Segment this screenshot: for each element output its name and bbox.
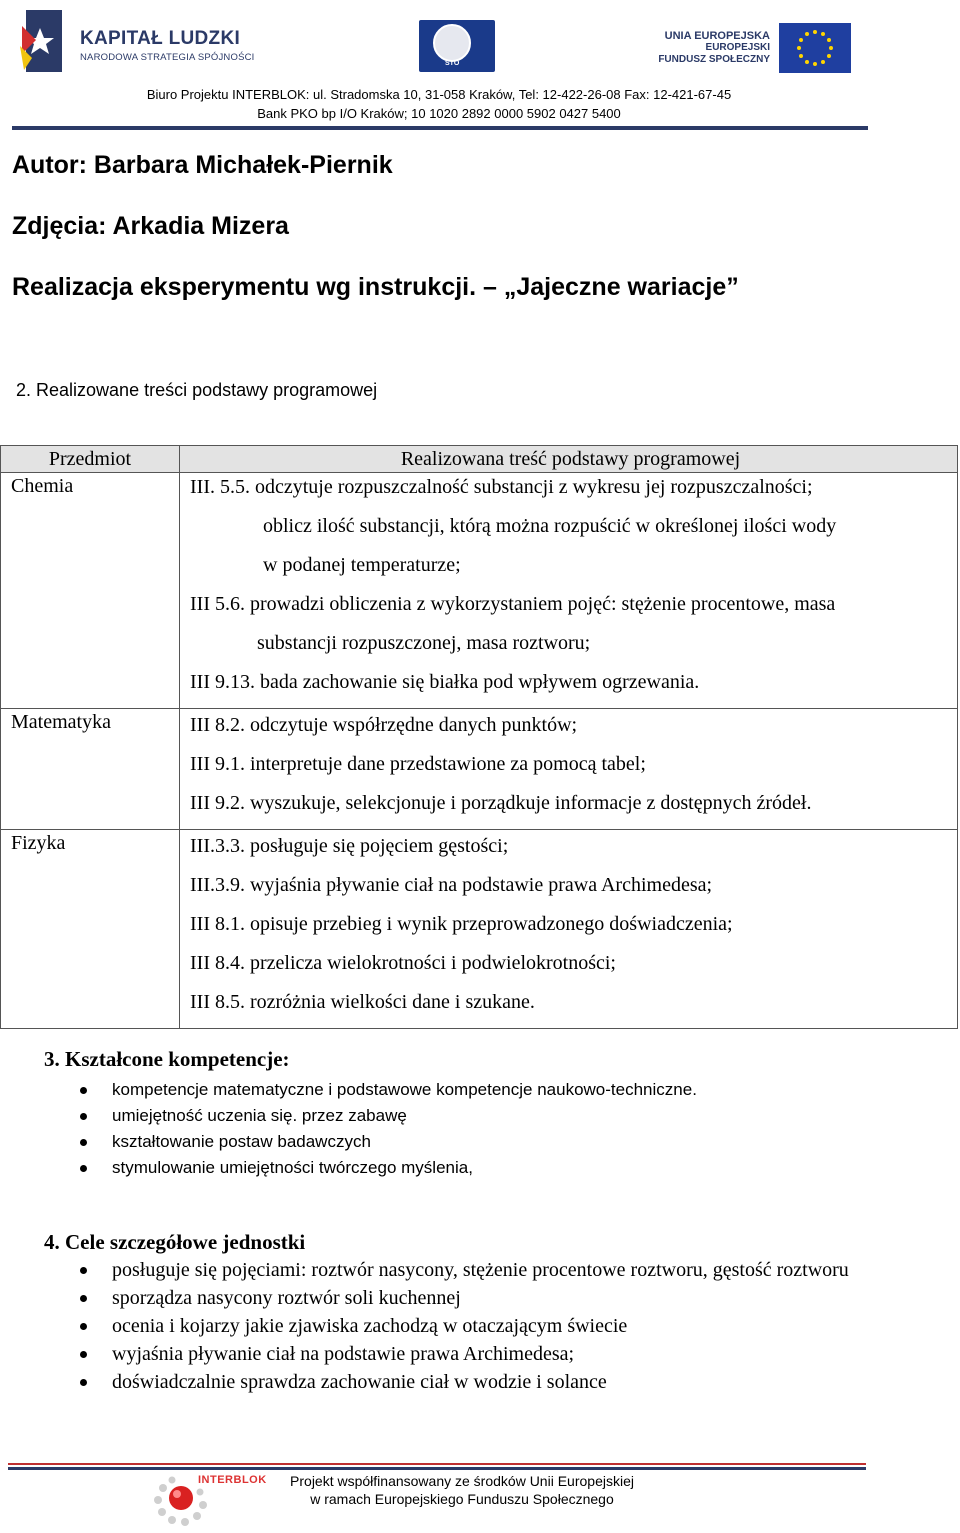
content-lines — [180, 473, 957, 708]
content-line: III.3.9. wyjaśnia pływanie ciał na podstawie prawa Archimedesa; — [190, 874, 713, 896]
content-line: w podanej temperaturze; — [263, 554, 461, 576]
bullet-icon — [80, 1087, 87, 1094]
list-item-text: ocenia i kojarzy jakie zjawiska zachodzą w otaczającym świecie — [112, 1315, 628, 1337]
table-header-row — [1, 446, 958, 473]
photos-title: Zdjęcia: Arkadia Mizera — [12, 212, 289, 240]
list-item — [80, 1286, 880, 1311]
list-item-text: posługuje się pojęciami: roztwór nasycony, stężenie procentowe roztworu, gęstość roztworu — [112, 1259, 849, 1281]
bullet-icon — [80, 1165, 87, 1172]
list-item — [80, 1370, 880, 1395]
content-line: III 8.2. odczytuje współrzędne danych punktów; — [190, 714, 578, 736]
content-lines — [180, 830, 957, 1028]
curriculum-table — [0, 445, 958, 1029]
footer-line-1: Projekt współfinansowany ze środków Unii Europejskiej — [290, 1473, 634, 1489]
eu-line-3: FUNDUSZ SPOŁECZNY — [658, 54, 770, 65]
section-4-heading: 4. Cele szczegółowe jednostki — [44, 1230, 306, 1254]
content-line: III 8.5. rozróżnia wielkości dane i szukane. — [190, 991, 535, 1013]
content-line: III 8.1. opisuje przebieg i wynik przeprowadzonego doświadczenia; — [190, 913, 733, 935]
list-item-text: doświadczalnie sprawdza zachowanie ciał w wodzie i solance — [112, 1371, 607, 1393]
content-line: III 8.4. przelicza wielokrotności i podwielokrotności; — [190, 952, 616, 974]
list-item — [80, 1342, 880, 1367]
bullet-icon — [80, 1267, 87, 1274]
emblem-label: STO — [445, 60, 460, 67]
list-item — [80, 1155, 697, 1181]
portrait-icon — [433, 24, 471, 62]
footer-divider-navy — [8, 1467, 866, 1470]
content-line: III 9.2. wyszukuje, selekcjonuje i porządkuje informacje z dostępnych źródeł. — [190, 792, 812, 814]
header-content-label: Realizowana treść podstawy programowej — [400, 448, 741, 470]
address-line-2: Bank PKO bp I/O Kraków; 10 1020 2892 0000 5902 0427 5400 — [257, 106, 621, 121]
subject-label: Fizyka — [11, 832, 66, 854]
bullet-icon — [80, 1323, 87, 1330]
footer-divider-red — [8, 1463, 866, 1465]
kapital-ludzki-title: KAPITAŁ LUDZKI — [80, 28, 241, 49]
kapital-ludzki-logo-icon — [18, 6, 66, 76]
kapital-ludzki-subtitle: NARODOWA STRATEGIA SPÓJNOŚCI — [80, 52, 255, 63]
anniversary-emblem — [419, 20, 495, 72]
eu-flag-icon — [779, 23, 851, 73]
bullet-icon — [80, 1295, 87, 1302]
competencies-list — [80, 1077, 697, 1181]
header-cell-subject — [1, 446, 180, 473]
realization-title: Realizacja eksperymentu wg instrukcji. – „Jajeczne wariacje” — [12, 273, 739, 301]
content-line: III 9.13. bada zachowanie się białka pod wpływem ogrzewania. — [190, 671, 700, 693]
content-cell — [180, 473, 958, 709]
subject-cell — [1, 473, 180, 709]
section-2-heading: 2. Realizowane treści podstawy programowej — [16, 380, 378, 400]
content-line: III. 5.5. odczytuje rozpuszczalność substancji z wykresu jej rozpuszczalności; — [190, 476, 813, 498]
interblok-logo-text: INTERBLOK — [198, 1474, 267, 1486]
subject-label: Matematyka — [11, 711, 111, 733]
list-item — [80, 1103, 697, 1129]
eu-line-2: EUROPEJSKI — [705, 42, 770, 53]
objectives-list — [80, 1258, 880, 1398]
address-line-1: Biuro Projektu INTERBLOK: ul. Stradomska 10, 31-058 Kraków, Tel: 12-422-26-08 Fax: 12-421-67-45 — [146, 87, 732, 102]
content-cell — [180, 709, 958, 830]
subject-label: Chemia — [11, 475, 74, 497]
bullet-icon — [80, 1113, 87, 1120]
content-line: oblicz ilość substancji, którą można rozpuścić w określonej ilości wody — [263, 515, 837, 537]
list-item-text: sporządza nasycony roztwór soli kuchennej — [112, 1287, 461, 1309]
table-row — [1, 473, 958, 709]
list-item-text: stymulowanie umiejętności twórczego myślenia, — [112, 1158, 473, 1177]
table-row — [1, 830, 958, 1029]
bullet-icon — [80, 1351, 87, 1358]
list-item — [80, 1077, 697, 1103]
list-item-text: kształtowanie postaw badawczych — [112, 1132, 371, 1151]
list-item — [80, 1258, 880, 1283]
bullet-icon — [80, 1379, 87, 1386]
content-line: III 5.6. prowadzi obliczenia z wykorzystaniem pojęć: stężenie procentowe, masa — [190, 593, 836, 615]
content-lines — [180, 709, 957, 829]
bullet-icon — [80, 1139, 87, 1146]
list-item — [80, 1314, 880, 1339]
header-cell-content — [180, 446, 958, 473]
list-item-text: wyjaśnia pływanie ciał na podstawie prawa Archimedesa; — [112, 1343, 575, 1365]
header-subject-label: Przedmiot — [48, 448, 132, 470]
author-title: Autor: Barbara Michałek-Piernik — [12, 151, 393, 179]
subject-cell — [1, 830, 180, 1029]
list-item — [80, 1129, 697, 1155]
eu-line-1: UNIA EUROPEJSKA — [664, 30, 770, 42]
content-line: III.3.3. posługuje się pojęciem gęstości; — [190, 835, 509, 857]
subject-cell — [1, 709, 180, 830]
table-row — [1, 709, 958, 830]
section-3-heading: 3. Kształcone kompetencje: — [44, 1047, 290, 1071]
footer-line-2: w ramach Europejskiego Funduszu Społecznego — [310, 1491, 614, 1507]
content-cell — [180, 830, 958, 1029]
content-line: III 9.1. interpretuje dane przedstawione za pomocą tabel; — [190, 753, 646, 775]
list-item-text: umiejętność uczenia się. przez zabawę — [112, 1106, 407, 1125]
header-divider — [12, 126, 868, 130]
eu-text-block — [658, 30, 770, 66]
document-header — [0, 0, 960, 132]
list-item-text: kompetencje matematyczne i podstawowe kompetencje naukowo-techniczne. — [112, 1080, 697, 1099]
content-line: substancji rozpuszczonej, masa roztworu; — [257, 632, 591, 654]
